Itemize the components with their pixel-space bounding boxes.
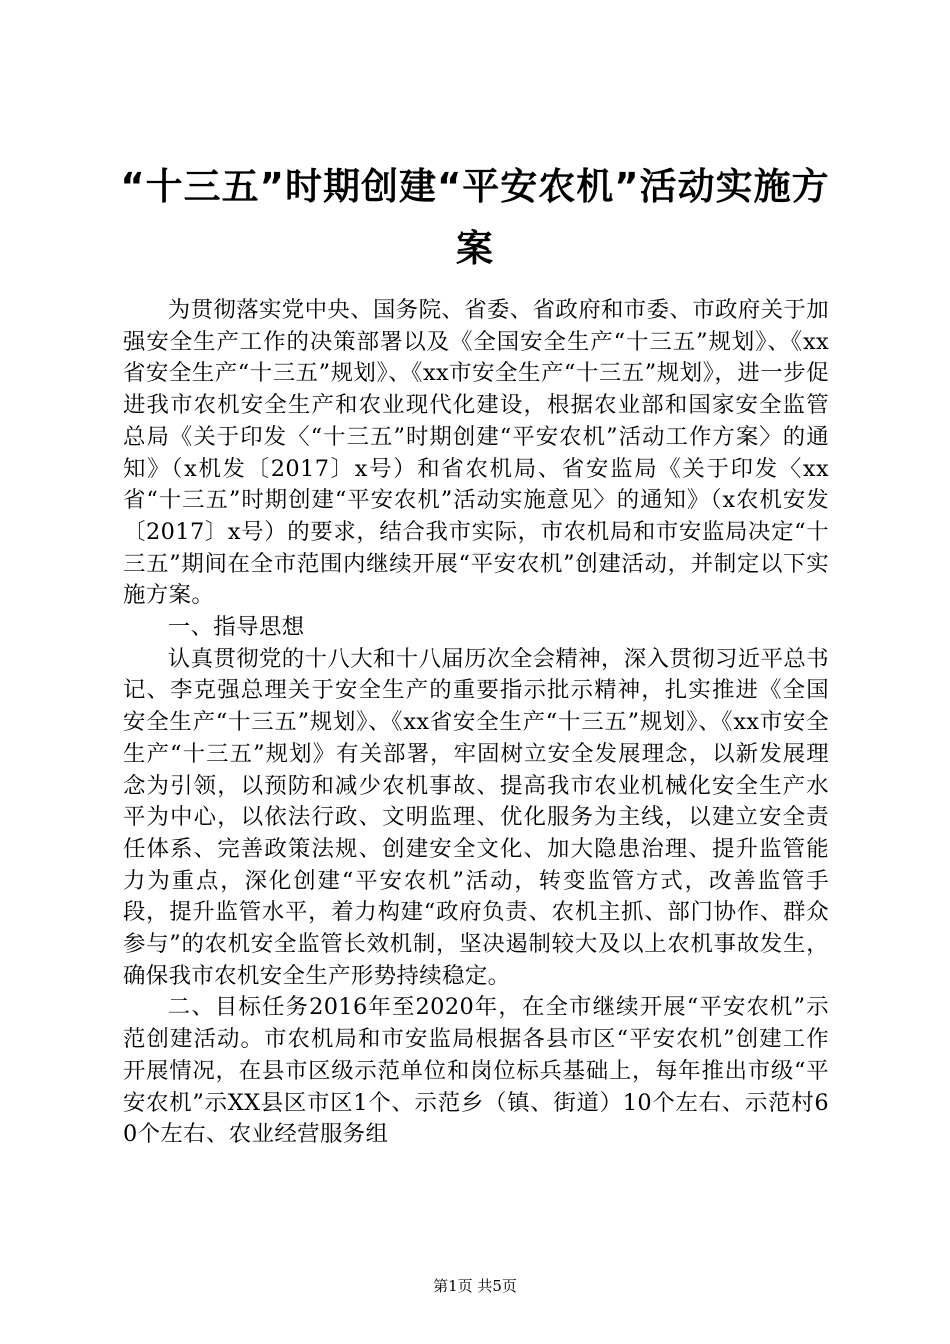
paragraph-intro: 为贯彻落实党中央、国务院、省委、省政府和市委、市政府关于加强安全生产工作的决策部署以及《全国安全生产“十三五”规划》、《xx省安全生产“十三五”规划》、《xx市安全生产“十三五”规划》，进一步促进我市农机安全生产和农业现代化建设，根据农业部和国家安全监管总局《关于印发〈“十三五”时期创建“平安农机”活动工作方案〉的通知》（x机发〔2017〕x号）和省农机局、省安监局《关于印发〈xx省“十三五”时期创建“平安农机”活动实施意见〉的通知》（x农机安发〔2017〕x号）的要求，结合我市实际，市农机局和市安监局决定“十三五”期间在全市范围内继续开展“平安农机”创建活动，并制定以下实施方案。 [123,297,829,609]
paragraph-targets-tasks: 二、目标任务2016年至2020年，在全市继续开展“平安农机”示范创建活动。市农机局和市安监局根据各县市区“平安农机”创建工作开展情况，在县市区级示范单位和岗位标兵基础上，每年推出市级“平安农机”示XX县区市区1个、示范乡（镇、街道）10个左右、示范村60个左右、农业经营服务组 [123,994,829,1148]
document-title: “十三五”时期创建“平安农机”活动实施方案 [120,165,830,270]
page-number-footer: 第1页 共5页 [433,1277,517,1295]
document-body [123,295,829,1151]
section-heading-guiding-thought: 一、指导思想 [167,614,305,641]
paragraph-guiding-thought: 认真贯彻党的十八大和十八届历次全会精神，深入贯彻习近平总书记、李克强总理关于安全生产的重要指示批示精神，扎实推进《全国安全生产“十三五”规划》、《xx省安全生产“十三五”规划》、《xx市安全生产“十三五”规划》有关部署，牢固树立安全发展理念，以新发展理念为引领，以预防和减少农机事故、提高我市农业机械化安全生产水平为中心，以依法行政、文明监理、优化服务为主线，以建立安全责任体系、完善政策法规、创建安全文化、加大隐患治理、提升监管能力为重点，深化创建“平安农机”活动，转变监管方式，改善监管手段，提升监管水平，着力构建“政府负责、农机主抓、部门协作、群众参与”的农机安全监管长效机制，坚决遏制较大及以上农机事故发生，确保我市农机安全生产形势持续稳定。 [123,645,829,989]
